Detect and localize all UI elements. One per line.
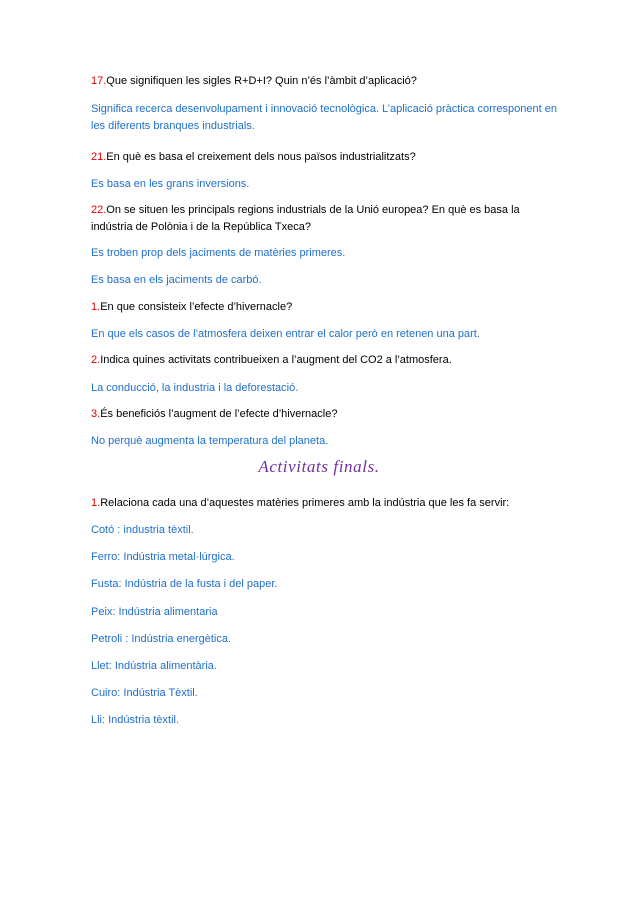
question-number: 1. [91, 301, 101, 313]
question-22 [91, 202, 561, 236]
question-3 [91, 406, 561, 423]
answer-22a: Es troben prop dels jaciments de matèries primeres. [91, 247, 346, 259]
question-text: En què es basa el creixement dels nous països industrialitzats? [106, 151, 416, 163]
question-text: És beneficiós l’augment de l’efecte d’hivernacle? [100, 408, 338, 420]
answer-item: Petroli : Indústria energètica. [91, 633, 232, 645]
question-number: 21. [91, 151, 107, 163]
answer-item: Llet: Indústria alimentària. [91, 660, 217, 672]
question-text: En que consisteix l’efecte d’hivernacle? [100, 301, 293, 313]
answer-22b: Es basa en els jaciments de carbó. [91, 274, 262, 286]
answer-item: Cotó : industria tèxtil. [91, 524, 194, 536]
section-heading: Activitats finals. [258, 457, 380, 476]
answer-item: Cuiro: Indústria Tèxtil. [91, 687, 198, 699]
question-number: 22. [91, 204, 107, 216]
question-1 [91, 299, 561, 316]
answer-3: No perquè augmenta la temperatura del planeta. [91, 435, 329, 447]
answer-item: Lli: Indústria tèxtil. [91, 714, 180, 726]
question-text: Relaciona cada una d’aquestes matèries primeres amb la indústria que les fa servir: [100, 497, 510, 509]
question-21 [91, 149, 561, 166]
question-final-1 [91, 495, 561, 512]
question-text: On se situen les principals regions industrials de la Unió europea? En què es basa la indústria de Polònia i de la República Txeca? [91, 204, 520, 233]
question-text: Que signifiquen les sigles R+D+I? Quin n’és l’àmbit d’aplicació? [106, 75, 417, 87]
answer-item: Ferro: Indústria metal·lúrgica. [91, 551, 235, 563]
question-text: Indica quines activitats contribueixen a l’augment del CO2 a l’atmosfera. [100, 354, 452, 366]
question-number: 17. [91, 75, 107, 87]
question-number: 3. [91, 408, 101, 420]
question-17 [91, 73, 561, 90]
answer-17: Significa recerca desenvolupament i innovació tecnològica. L’aplicació pràctica corresponent en les diferents branques industrials. [91, 103, 557, 132]
answer-1: En que els casos de l’atmosfera deixen entrar el calor però en retenen una part. [91, 328, 480, 340]
question-2 [91, 352, 561, 369]
question-number: 2. [91, 354, 101, 366]
answer-2: La conducció, la industria i la deforestació. [91, 382, 299, 394]
answer-item: Fusta: Indústria de la fusta i del paper. [91, 578, 278, 590]
question-number: 1. [91, 497, 101, 509]
answer-item: Peix: Indústria alimentaria [91, 606, 218, 618]
answer-21: Es basa en les grans inversions. [91, 178, 250, 190]
